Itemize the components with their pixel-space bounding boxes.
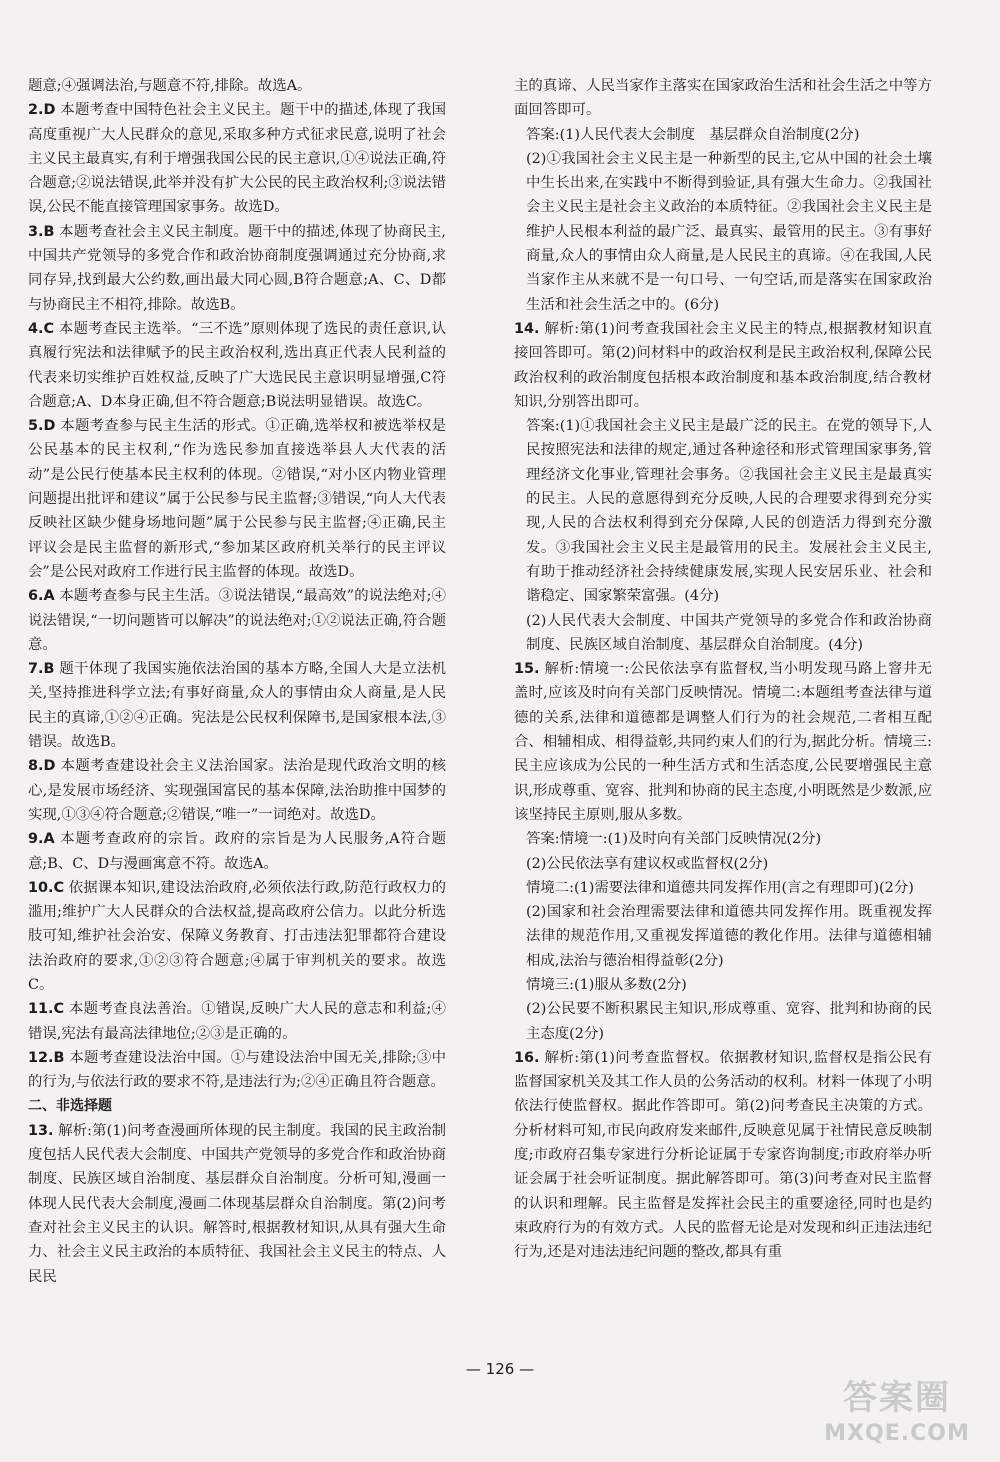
item-number: 2.D (28, 102, 56, 119)
answer-item (514, 657, 932, 827)
item-text: (2)公民要不断积累民主知识,形成尊重、宽容、批判和协商的民主态度(2分) (526, 1001, 932, 1042)
answer-item (514, 876, 932, 900)
item-text: 本题考查社会主义民主制度。题干中的描述,体现了协商民主,中国共产党领导的多党合作和政治协商制度强调通过充分协商,求同存异,找到最大公约数,画出最大同心圆,B符合题意;A、C、D都与协商民主不相符,排除。故选B。 (28, 223, 447, 313)
item-number: 13. (28, 1122, 54, 1139)
answer-item (28, 827, 446, 876)
answer-item (28, 414, 446, 584)
item-text: 题意;④强调法治,与题意不符,排除。故选A。 (28, 78, 312, 94)
item-text: 本题考查建设法治中国。①与建设法治中国无关,排除;③中的行为,与依法行政的要求不符,是违法行为;②④正确且符合题意。 (28, 1049, 446, 1091)
watermark (812, 1375, 982, 1455)
item-text: 情境三:(1)服从多数(2分) (526, 976, 687, 993)
answer-item (514, 74, 932, 123)
item-text: 题干体现了我国实施依法治国的基本方略,全国人大是立法机关,坚持推进科学立法;有事好商量,众人的事情由众人商量,是人民民主的真谛,①②④正确。宪法是公民权利保障书,是国家根本法,③错误。故选B。 (28, 661, 447, 751)
answer-item (514, 827, 932, 851)
answer-item (28, 317, 446, 414)
item-text: 答案:(1)①我国社会主义民主是最广泛的民主。在党的领导下,人民按照宪法和法律的规定,通过各种途径和形式管理国家事务,管理经济文化事业,管理社会事务。②我国社会主义民主是最真实的民主。人民的意愿得到充分反映,人民的合理要求得到充分实现,人民的合法权利得到充分保障,人民的创造活力得到充分激发。③我国社会主义民主是最管用的民主。发展社会主义民主,有助于推动经济社会持续健康发展,实现人民安居乐业、社会和谐稳定、国家繁荣富强。(4分) (526, 418, 932, 605)
item-number: 6.A (28, 588, 55, 605)
answer-item (514, 123, 932, 147)
item-text: 情境二:(1)需要法律和道德共同发挥作用(言之有理即可)(2分) (526, 879, 914, 896)
answer-item (28, 74, 446, 98)
answer-item (514, 414, 932, 608)
item-text: (2)国家和社会治理需要法律和道德共同发挥作用。既重视发挥法律的规范作用,又重视发挥道德的教化作用。法律与道德相辅相成,法治与德治相得益彰(2分) (526, 904, 932, 969)
item-text: (2)①我国社会主义民主是一种新型的民主,它从中国的社会土壤中生长出来,在实践中不断得到验证,具有强大生命力。②我国社会主义民主是社会主义政治的本质特征。②我国社会主义民主是维护人民根本利益的最广泛、最真实、最管用的民主。③有事好商量,众人的事情由众人商量,是人民民主的真谛。④在我国,人民当家作主从来就不是一句口号、一句空话,而是落实在国家政治生活和社会生活之中的。(6分) (526, 150, 932, 313)
item-number: 5.D (28, 418, 56, 435)
item-text: 解析:第(1)问考查漫画所体现的民主制度。我国的民主政治制度包括人民代表大会制度、中国共产党领导的多党合作和政治协商制度、民族区域自治制度、基层群众自治制度。分析可知,漫画一体现人民代表大会制度,漫画二体现基层群众自治制度。第(2)问考查对社会主义民主的认识。解答时,根据教材知识,从具有强大生命力、社会主义民主政治的本质特征、我国社会主义民主的特点、人民民 (28, 1122, 446, 1285)
page-number: — 126 — (465, 1360, 535, 1378)
item-text: 本题考查中国特色社会主义民主。题干中的描述,体现了我国高度重视广大人民群众的意见,采取多种方式征求民意,说明了社会主义民主最真实,有利于增强我国公民的民主意识,①④说法正确,符合题意;②说法错误,此举并没有扩大公民的民主政治权利;③说法错误,公民不能直接管理国家事务。故选D。 (28, 102, 446, 216)
answer-item (514, 852, 932, 876)
answer-item (514, 147, 932, 317)
answer-item (514, 997, 932, 1046)
right-column (514, 74, 932, 1265)
item-text: 本题考查良法善治。①错误,反映广大人民的意志和利益;④错误,宪法有最高法律地位;②③是正确的。 (28, 1001, 446, 1042)
item-text: 本题考查参与民主生活的形式。①正确,选举权和被选举权是公民基本的民主权利,“作为选民参加直接选举县人大代表的活动”是公民行使基本民主权利的体现。②错误,“对小区内物业管理问题提出批评和建议”属于公民参与民主监督;③错误,“向人大代表反映社区缺少健身场地问题”属于公民参与民主监督;④正确,民主评议会是民主监督的新形式,“参加某区政府机关举行的民主评议会”是公民对政府工作进行民主监督的体现。故选D。 (28, 418, 446, 580)
item-number: 11.C (28, 1001, 65, 1018)
left-column (28, 74, 446, 1289)
answer-item (514, 1046, 932, 1265)
item-text: (2)公民依法享有建议权或监督权(2分) (526, 855, 769, 872)
item-number: 16. (514, 1049, 540, 1066)
item-number: 8.D (28, 758, 56, 775)
item-text: 解析:第(1)问考查监督权。依据教材知识,监督权是指公民有监督国家机关及其工作人员的公务活动的权利。材料一体现了小明依法行使监督权。据此作答即可。第(2)问考查民主决策的方式。分析材料可知,市民向政府发来邮件,反映意见属于社情民意反映制度;市政府召集专家进行分析论证属于专家咨询制度;市政府举办听证会属于社会听证制度。据此解答即可。第(3)问考查对民主监督的认识和理解。民主监督是发挥社会民主的重要途径,同时也是约束政府行为的有效方式。人民的监督无论是对发现和纠正违法违纪行为,还是对违法违纪问题的整改,都具有重 (514, 1049, 932, 1261)
item-text: 解析:情境一:公民依法享有监督权,当小明发现马路上窨井无盖时,应该及时向有关部门反映情况。情境二:本题组考查法律与道德的关系,法律和道德都是调整人们行为的社会规范,二者相互配合、相辅相成、相得益彰,共同约束人们的行为,据此分析。情境三:民主应该成为公民的一种生活方式和生活态度,公民要增强民主意识,形成尊重、宽容、批判和协商的民主态度,小明既然是少数派,应该坚持民主原则,服从多数。 (514, 661, 932, 823)
item-text: 答案:(1)人民代表大会制度 基层群众自治制度(2分) (526, 126, 860, 143)
answer-item (28, 657, 446, 754)
answer-item (28, 220, 446, 317)
answer-item (28, 98, 446, 219)
item-number: 4.C (28, 320, 55, 337)
item-text: 主的真谛、人民当家作主落实在国家政治生活和社会生活之中等方面回答即可。 (514, 78, 932, 119)
item-number: 14. (514, 320, 540, 337)
answer-item (514, 317, 932, 414)
answer-item (28, 1119, 446, 1289)
answer-item (28, 754, 446, 827)
answer-item (514, 900, 932, 973)
item-number: 7.B (28, 661, 55, 678)
item-number: 9.A (28, 831, 55, 848)
watermark-logo: 答案圈 (843, 1378, 951, 1418)
item-text: (2)人民代表大会制度、中国共产党领导的多党合作和政治协商制度、民族区域自治制度、基层群众自治制度。(4分) (526, 612, 932, 653)
item-number: 3.B (28, 223, 55, 240)
item-text: 本题考查建设社会主义法治国家。法治是现代政治文明的核心,是发展市场经济、实现强国富民的基本保障,法治助推中国梦的实现,①③④符合题意;②错误,“唯一”一词绝对。故选D。 (28, 758, 446, 823)
item-text: 依据课本知识,建设法治政府,必须依法行政,防范行政权力的滥用;维护广大人民群众的合法权益,提高政府公信力。以此分析选肢可知,维护社会治安、保障义务教育、打击违法犯罪都符合建设法治政府的要求,①②③符合题意;④属于审判机关的要求。故选C。 (28, 879, 446, 993)
answer-item (514, 609, 932, 658)
answer-item (514, 973, 932, 997)
item-text: 本题考查政府的宗旨。政府的宗旨是为人民服务,A符合题意;B、C、D与漫画寓意不符。故选A。 (28, 831, 447, 872)
item-text: 二、非选择题 (28, 1098, 112, 1115)
item-text: 本题考查参与民主生活。③说法错误,“最高效”的说法绝对;④说法错误,“一切问题皆可以解决”的说法绝对;①②说法正确,符合题意。 (28, 588, 447, 653)
answer-item (28, 876, 446, 997)
watermark-url: MXQE.COM (824, 1421, 970, 1446)
item-number: 12.B (28, 1049, 65, 1066)
answer-item (28, 1046, 446, 1095)
item-number: 10.C (28, 879, 65, 896)
item-text: 答案:情境一:(1)及时向有关部门反映情况(2分) (526, 831, 822, 848)
item-number: 15. (514, 661, 540, 678)
answer-item (28, 997, 446, 1046)
item-text: 本题考查民主选举。“三不选”原则体现了选民的责任意识,认真履行宪法和法律赋予的民主政治权利,选出真正代表人民利益的代表来切实维护百姓权益,反映了广大选民民主意识明显增强,C符合题意;A、D本身正确,但不符合题意;B说法明显错误。故选C。 (28, 320, 446, 410)
section-heading (28, 1094, 446, 1118)
item-text: 解析:第(1)问考查我国社会主义民主的特点,根据教材知识直接回答即可。第(2)问材料中的政治权利是民主政治权利,保障公民政治权利的政治制度包括根本政治制度和基本政治制度,结合教材知识,分别答出即可。 (514, 320, 932, 410)
answer-item (28, 584, 446, 657)
